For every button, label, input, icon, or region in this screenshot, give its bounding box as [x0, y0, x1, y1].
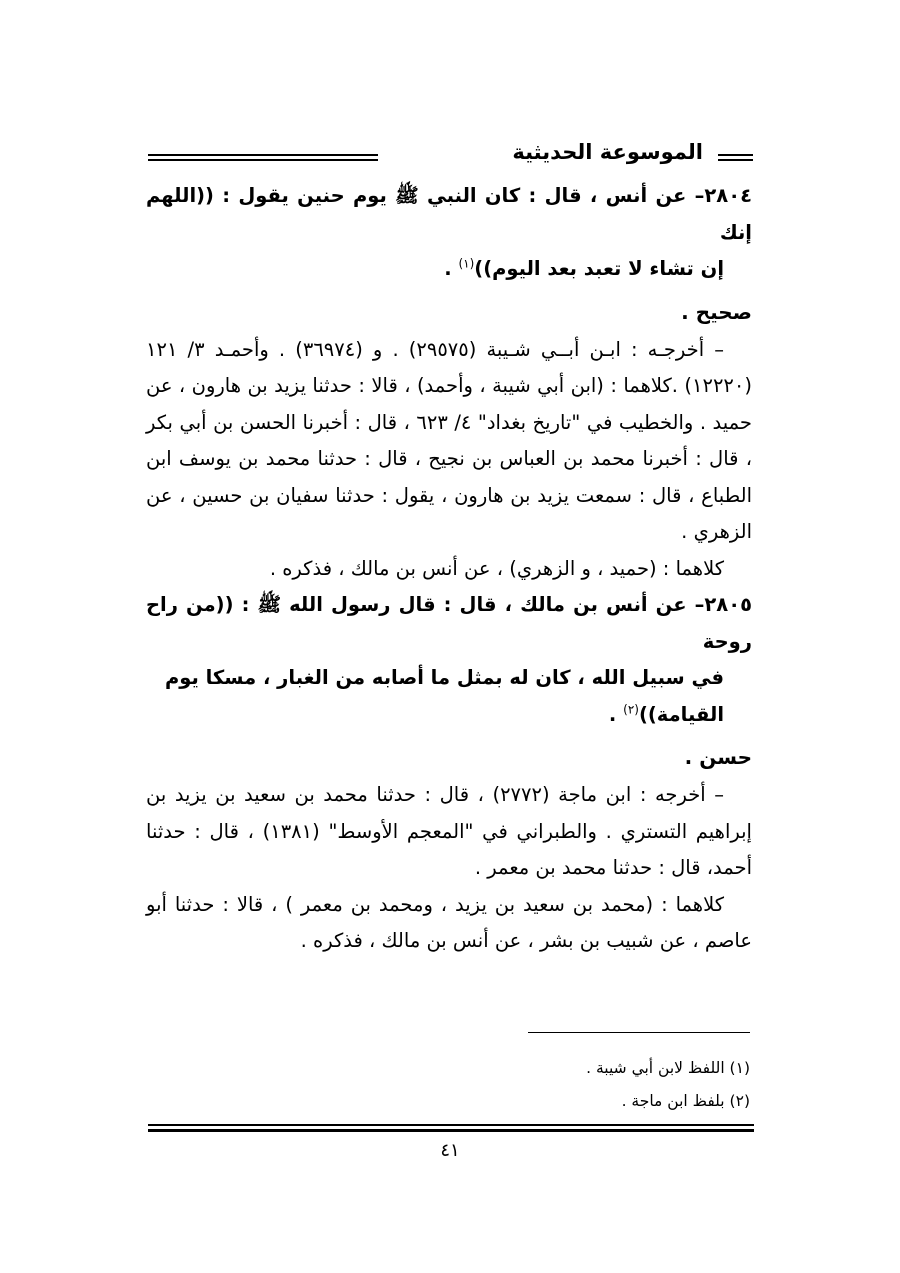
takhrij-2804-p2: كلاهما : (حميد ، و الزهري) ، عن أنس بن مالك ، فذكره .	[269, 556, 724, 580]
hadith-2804	[146, 178, 752, 288]
header-title: الموسوعة الحديثية	[512, 140, 703, 164]
main-text	[146, 178, 752, 960]
hadith-2805-line3: القيامة))	[638, 702, 724, 726]
header-rule-left	[148, 154, 378, 164]
hadith-2804-line1: ٢٨٠٤– عن أنس ، قال : كان النبي ﷺ يوم حنين يقول : ((اللهم إنك	[146, 184, 752, 244]
grade-2804: صحيح .	[681, 299, 752, 324]
hadith-2804-line2: إن تشاء لا تعبد بعد اليوم))	[474, 257, 724, 280]
takhrij-2805-p2: كلاهما : (محمد بن سعيد بن يزيد ، ومحمد بن معمر ) ، قالا : حدثنا أبو عاصم ، عن شبيب بن بشر ، عن أنس بن مالك ، فذكره .	[146, 892, 752, 952]
takhrij-2805-p1: – أخرجه : ابن ماجة (٢٧٧٢) ، قال : حدثنا محمد بن سعيد بن يزيد بن إبراهيم التستري . والطبراني في "المعجم الأوسط" (١٣٨١) ، قال : حدثنا أحمد، قال : حدثنا محمد بن معمر .	[146, 783, 752, 879]
grade-2805: حسن .	[684, 745, 752, 769]
running-header	[148, 140, 753, 170]
hadith-2805-line1: ٢٨٠٥– عن أنس بن مالك ، قال : قال رسول الله ﷺ : ((من راح روحة	[146, 593, 752, 653]
hadith-2804-end: .	[444, 257, 459, 280]
footnote-ref-2[interactable]: (٢)	[623, 702, 639, 716]
page-number: ٤١	[440, 1140, 460, 1161]
takhrij-2804-p1: – أخرجـه : ابـن أبــي شـيبة (٢٩٥٧٥) . و (٣٦٩٧٤) . وأحمـد ٣/ ١٢١ (١٢٢٢٠) .كلاهما : (ابن أبي شيبة ، وأحمد) ، قالا : حدثنا يزيد بن هارون ، عن حميد . والخطيب في "تاريخ بغداد" ٤/ ٦٢٣ ، قال : أخبرنا الحسن بن أبي بكر ، قال : أخبرنا محمد بن العباس بن نجيح ، قال : حدثنا محمد بن يوسف ابن الطباع ، قال : سمعت يزيد بن هارون ، يقول : حدثنا سفيان بن حسين ، عن الزهري .	[146, 337, 752, 543]
hadith-2805	[146, 587, 752, 733]
footnote-separator	[528, 1032, 750, 1033]
hadith-2805-line2: في سبيل الله ، كان له بمثل ما أصابه من الغبار ، مسكا يوم	[164, 666, 724, 689]
header-rule-right	[718, 154, 753, 164]
footnote-2: (٢) بلفظ ابن ماجة .	[621, 1092, 750, 1110]
hadith-2805-end: .	[608, 702, 624, 726]
footnote-1: (١) اللفظ لابن أبي شيبة .	[586, 1059, 750, 1077]
footnotes	[150, 1052, 750, 1118]
footer-rule	[148, 1124, 754, 1132]
footnote-ref-1[interactable]: (١)	[458, 256, 475, 271]
